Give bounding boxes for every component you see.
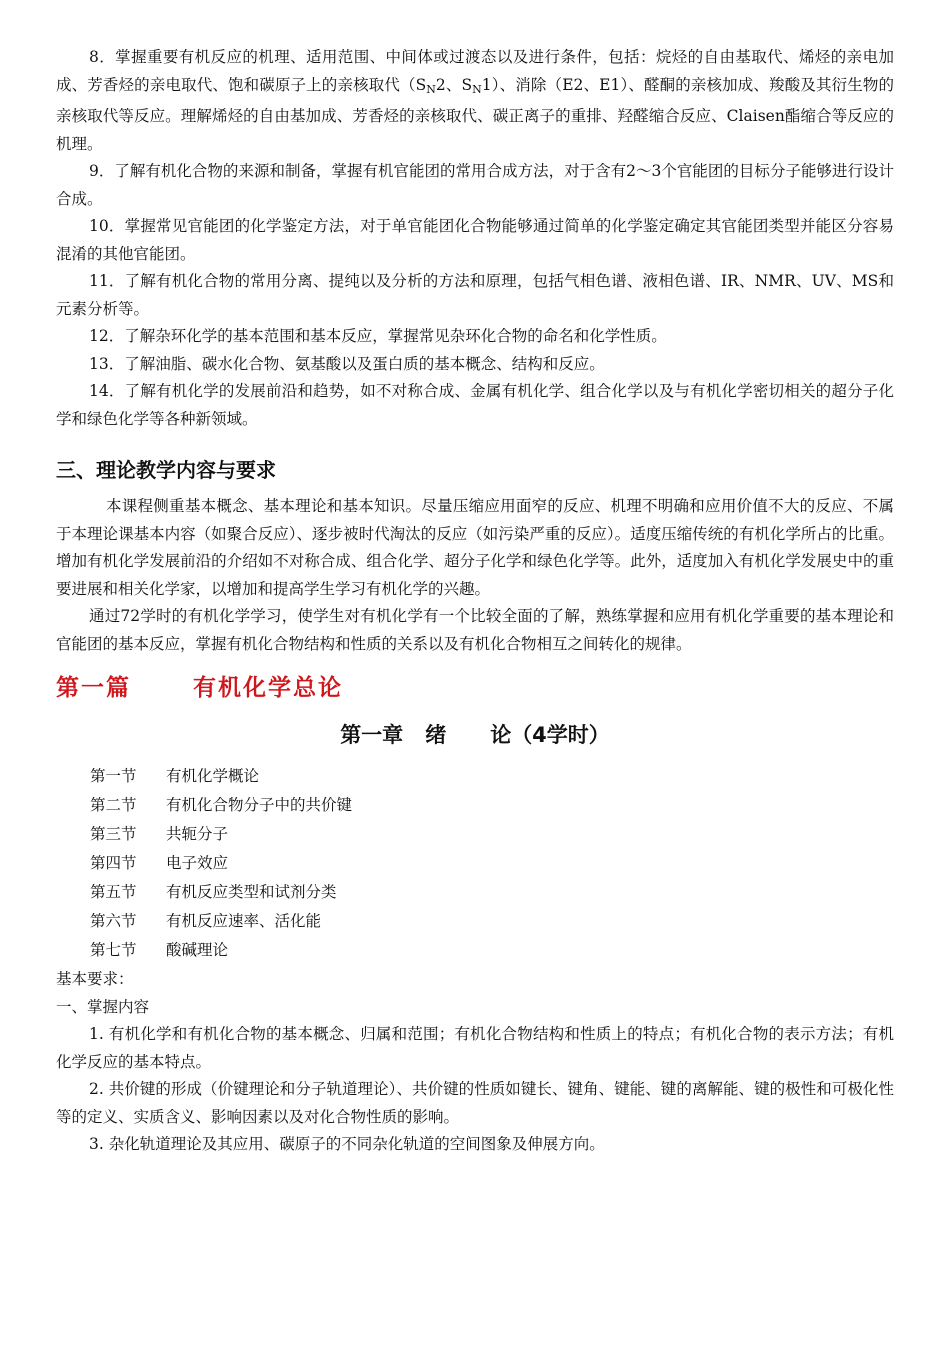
section-number: 第五节: [90, 883, 137, 901]
section-list-item: [90, 820, 894, 849]
document-page: [56, 44, 894, 1159]
section-list-item: [90, 936, 894, 965]
goal-item-13: 13．了解油脂、碳水化合物、氨基酸以及蛋白质的基本概念、结构和反应。: [89, 354, 605, 373]
section-title: 有机反应类型和试剂分类: [166, 883, 337, 901]
chapter-title-char-1: 绪: [425, 723, 447, 747]
goal-item-12: 12．了解杂环化学的基本范围和基本反应，掌握常见杂环化合物的命名和化学性质。: [89, 327, 667, 345]
section-paragraph-1: 本课程侧重基本概念、基本理论和基本知识。尽量压缩应用面窄的反应、机理不明确和应用价值不大的反应、不属于本理论课基本内容（如聚合反应）、逐步被时代淘汰的反应（如污染严重的反应）。适度压缩传统的有机化学所占的比重。增加有机化学发展前沿的介绍如不对称合成、组合化学、超分子化学和绿色化学等。此外，适度加入有机化学发展史中的重要进展和相关化学家，以增加和提高学生学习有机化学的兴趣。: [56, 497, 894, 598]
requirement-item-3: 3. 杂化轨道理论及其应用、碳原子的不同杂化轨道的空间图象及伸展方向。: [89, 1135, 605, 1153]
basic-requirements-label: 基本要求：: [56, 970, 134, 988]
section-number: 第七节: [90, 941, 137, 959]
chapter-title-char-2: 论: [490, 723, 512, 747]
goal-item-10: 10．掌握常见官能团的化学鉴定方法，对于单官能团化合物能够通过简单的化学鉴定确定其官能团类型并能区分容易混淆的其他官能团。: [56, 217, 894, 263]
goal-item-8-text-c: 1）、消除（E2、E1）、醛酮的亲核加成、羧酸及其衍生物的亲核取代等反应。理解烯烃的自由基加成、芳香烃的亲核取代、碳正离子的重排、羟醛缩合反应、Claisen酯缩合等反应的机理。: [56, 75, 895, 153]
section-title: 酸碱理论: [166, 941, 229, 959]
goal-item-14: 14．了解有机化学的发展前沿和趋势，如不对称合成、金属有机化学、组合化学以及与有机化学密切相关的超分子化学和绿色化学等各种新领域。: [56, 382, 894, 428]
part-label: 第一篇: [56, 675, 131, 701]
goal-item-11: 11．了解有机化合物的常用分离、提纯以及分析的方法和原理，包括气相色谱、液相色谱、IR、NMR、UV、MS和元素分析等。: [56, 272, 894, 318]
section-list-item: [90, 791, 894, 820]
chapter-title: [56, 720, 894, 750]
section-title: 有机化合物分子中的共价键: [166, 796, 353, 814]
requirement-item-1: 1. 有机化学和有机化合物的基本概念、归属和范围；有机化合物结构和性质上的特点；有机化合物的表示方法；有机化学反应的基本特点。: [56, 1025, 894, 1071]
section-list-item: [90, 907, 894, 936]
section-number: 第二节: [90, 796, 137, 814]
section-list-item: [90, 849, 894, 878]
part-name: 有机化学总论: [193, 675, 343, 701]
goal-item-9: 9．了解有机化合物的来源和制备，掌握有机官能团的常用合成方法，对于含有2～3个官能团的目标分子能够进行设计合成。: [56, 162, 894, 208]
subscript-n-1: N: [426, 82, 436, 96]
section-list-item: [90, 878, 894, 907]
section-number: 第六节: [90, 912, 137, 930]
chapter-hours: （4学时）: [511, 723, 610, 747]
chapter-section-list: [90, 762, 894, 965]
section-title: 有机反应速率、活化能: [166, 912, 322, 930]
section-number: 第一节: [90, 767, 137, 785]
requirement-item-2: 2. 共价键的形成（价键理论和分子轨道理论）、共价键的性质如键长、键角、键能、键的离解能、键的极性和可极化性等的定义、实质含义、影响因素以及对化合物性质的影响。: [56, 1080, 894, 1126]
section-list-item: [90, 762, 894, 791]
part-title: [56, 666, 894, 710]
goal-item-8: [56, 44, 894, 158]
goal-item-8-text-a: 8．掌握重要有机反应的机理、适用范围、中间体或过渡态以及进行条件，包括：烷烃的自由基取代、烯烃的亲电加成、芳香烃的亲电取代、饱和碳原子上的亲核取代（S: [56, 48, 894, 94]
section-number: 第四节: [90, 854, 137, 872]
subscript-n-2: N: [472, 82, 482, 96]
section-title: 电子效应: [166, 854, 229, 872]
section-number: 第三节: [90, 825, 137, 843]
chapter-label: 第一章: [340, 723, 404, 747]
master-content-label: 一、掌握内容: [56, 998, 150, 1016]
section-title: 有机化学概论: [166, 767, 260, 785]
goal-item-8-text-b: 2、S: [435, 75, 473, 94]
section-title: 共轭分子: [166, 825, 229, 843]
section-heading: 三、理论教学内容与要求: [56, 458, 276, 482]
section-paragraph-2: 通过72学时的有机化学学习，使学生对有机化学有一个比较全面的了解，熟练掌握和应用有机化学重要的基本理论和官能团的基本反应，掌握有机化合物结构和性质的关系以及有机化合物相互之间转化的规律。: [56, 607, 894, 653]
